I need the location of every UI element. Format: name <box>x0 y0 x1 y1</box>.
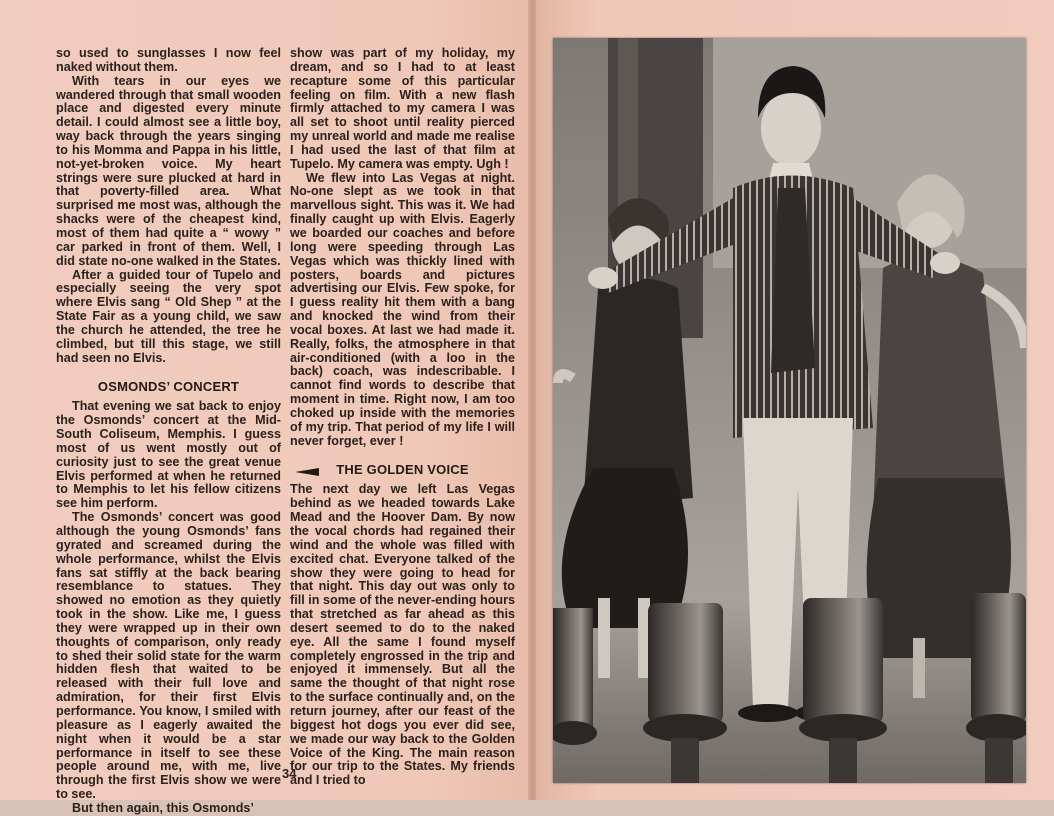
paragraph: show was part of my holiday, my dream, and so I had to at least recapture some of this particular feeling on film. With a new flash firmly attached to my camera I was all set to shoot until reality pierced my unreal world and made me realise I had used the last of that film at Tupelo. My camera was empty. Ugh ! <box>290 46 515 171</box>
page-number: 34 <box>282 766 297 781</box>
arrow-marker-icon <box>295 468 319 476</box>
paragraph: With tears in our eyes we wandered through that small wooden place and digested every minute detail. I could almost see a little boy, way back through the years singing to his Momma and Pappa in his little, not-yet-broken voice. My heart strings were sure plucked at hard in that poverty-filled area. What surprised me most was, although the shacks were of the cheapest kind, most of them had quite a “ wowy ” car parked in front of them. Well, I did state no-one walked in the States. <box>56 73 281 268</box>
photo-illustration <box>553 38 1026 783</box>
paragraph: The Osmonds’ concert was good although the young Osmonds’ fans gyrated and screamed during the whole performance, whilst the Elvis fans sat stiffly at the back bearing resemblance to statues. They showed no emotion as they quietly took in the show. Like me, I guess they were wrapped up in their own thoughts of comparison, only ready to shed their solid state for the warm hidden flesh that waited to be released with their full love and admiration, for their first Elvis performance. You know, I smiled with pleasure as I eagerly awaited the night when it would be a star performance in itself to see these people around me, with me, live through the first Elvis show we were to see. <box>56 510 281 802</box>
section-heading-text: THE GOLDEN VOICE <box>336 462 469 478</box>
paragraph: We flew into Las Vegas at night. No-one slept as we took in that marvellous sight. This was it. We had finally caught up with Elvis. Eagerly we boarded our coaches and before long were speeding through Las Vegas which was thickly lined with posters, boards and pictures advertising our Elvis. Few spoke, for I guess reality hit them with a bang and knocked the wind from their vocal boxes. At last we had made it. Really, folks, the atmosphere in that air-conditioned (with a loo in the back) coach, was indescribable. I cannot find words to describe that moment in time. Right now, I am too choked up inside with the memories of my trip. That period of my life I will never forget, ever ! <box>290 170 515 448</box>
paragraph: That evening we sat back to enjoy the Osmonds’ concert at the Mid-South Coliseum, Memphis. I guess most of us went mostly out of curiosity just to see the great venue Elvis performed at when he returned to Memphis to let his fellow citizens see him perform. <box>56 399 281 511</box>
paragraph: so used to sunglasses I now feel naked without them. <box>56 46 281 74</box>
article-column-1 <box>56 47 281 816</box>
section-heading: OSMONDS’ CONCERT <box>97 379 240 395</box>
paragraph: After a guided tour of Tupelo and especially seeing the very spot where Elvis sang “ Old Shep ” at the State Fair as a young child, we saw the church he attended, the tree he climbed, but till this stage, we still had seen no Elvis. <box>56 267 281 365</box>
paragraph: But then again, this Osmonds’ <box>72 800 254 815</box>
paragraph: The next day we left Las Vegas behind as we headed towards Lake Mead and the Hoover Dam. By now the vocal chords had regained their wind and the whole was filled with excited chat. Everyone talked of the show they were going to head for that night. This day out was only to fill in some of the never-ending hours that stretched as far ahead as this desert seemed to do to the naked eye. All the same I found myself completely engrossed in the trip and enjoyed it immensely. But all the same the thought of that night rose to the surface continually and, on the return journey, after our feast of the biggest hot dogs you ever did see, we made our way back to the Golden Voice of the King. The main reason for our trip to the States. My friends and I tried to <box>290 482 515 788</box>
stage-performance-photo <box>553 38 1026 783</box>
article-column-2 <box>290 47 515 788</box>
section-heading <box>290 462 515 477</box>
